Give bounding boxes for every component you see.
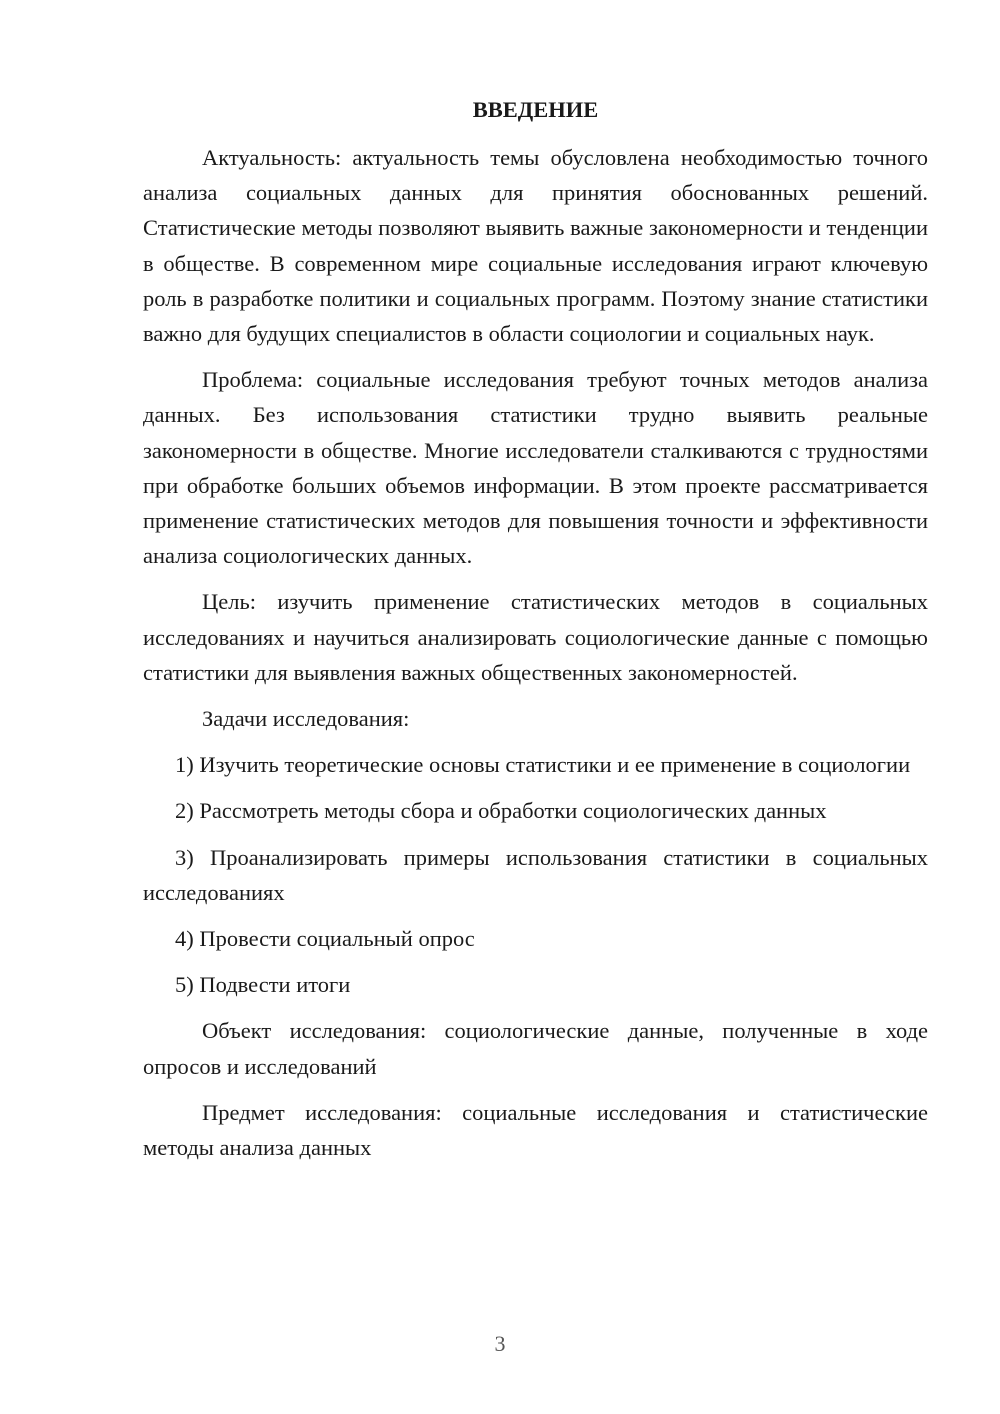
section-heading: ВВЕДЕНИЕ: [472, 97, 599, 122]
document-page: [143, 92, 928, 1176]
subject-paragraph: Предмет исследования: социальные исследования и статистические методы анализа данных: [143, 1099, 928, 1161]
task-item-4: 4) Провести социальный опрос: [175, 926, 475, 952]
relevance-paragraph: Актуальность: актуальность темы обусловлена необходимостью точного анализа социальных данных для принятия обоснованных решений. Статистические методы позволяют выявить важные закономерности и тенденции в обществе. В современном мире социальные исследования играют ключевую роль в разработке политики и социальных программ. Поэтому знание статистики важно для будущих специалистов в области социологии и социальных наук.: [143, 145, 928, 347]
task-item-2: 2) Рассмотреть методы сбора и обработки социологических данных: [175, 798, 827, 824]
page-number: 3: [494, 1331, 506, 1356]
task-item-5: 5) Подвести итоги: [175, 972, 351, 998]
object-paragraph: Объект исследования: социологические данные, полученные в ходе опросов и исследований: [143, 1018, 928, 1079]
task-item-1: 1) Изучить теоретические основы статистики и ее применение в социологии: [175, 752, 911, 778]
task-item-3: 3) Проанализировать примеры использования статистики в социальных исследованиях: [143, 844, 928, 905]
problem-paragraph: Проблема: социальные исследования требуют точных методов анализа данных. Без использования статистики трудно выявить реальные закономерности в обществе. Многие исследователи сталкиваются с трудностями при обработке больших объемов информации. В этом проекте рассматривается применение статистических методов для повышения точности и эффективности анализа социологических данных.: [143, 367, 928, 569]
goal-paragraph: Цель: изучить применение статистических методов в социальных исследованиях и научиться анализировать социологические данные с помощью статистики для выявления важных общественных закономерностей.: [143, 589, 928, 685]
tasks-title: Задачи исследования:: [202, 706, 410, 732]
